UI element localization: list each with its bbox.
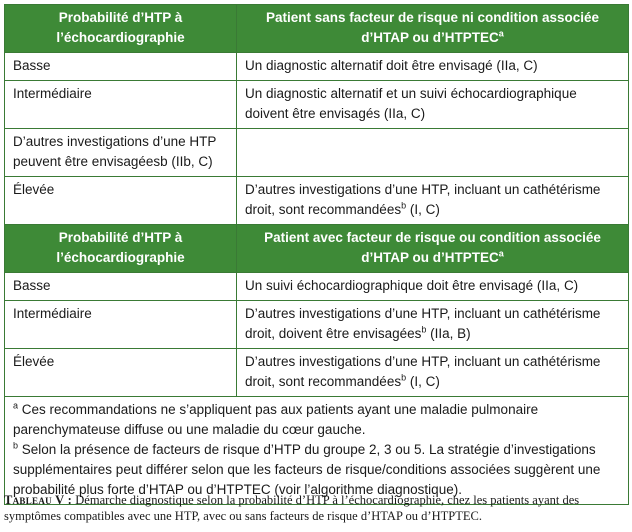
recommendation-cell (237, 177, 629, 225)
section1-header-patient (237, 5, 629, 53)
footnote-marker: b (421, 324, 427, 335)
table-caption (4, 492, 628, 524)
caption-label: Tableau V : (4, 493, 73, 507)
table-row (5, 53, 629, 81)
section2-header-row (5, 225, 629, 273)
table-container (4, 4, 628, 505)
header-text: Probabilité d’HTP à l’échocardiographie (56, 230, 185, 265)
probability-cell: Élevée (5, 349, 237, 397)
table-row (5, 273, 629, 301)
footnote-text: Selon la présence de facteurs de risque d’HTP du groupe 2, 3 ou 5. La stratégie d’investigations supplémentaires peut différer selon que les facteurs de risque/conditions associées suggèrent une probabilité plus forte d’HTAP ou d’HTPTEC (voir l’algorithme diagnostique). (13, 442, 601, 497)
recommendation-cell: Un suivi échocardiographique doit être envisagé (IIa, C) (237, 273, 629, 301)
section1-header-probability (5, 5, 237, 53)
header-text: Patient avec facteur de risque ou condition associée d’HTAP ou d’HTPTEC (264, 230, 601, 265)
probability-cell: Basse (5, 53, 237, 81)
footnote-marker: b (13, 440, 19, 451)
section2-header-probability (5, 225, 237, 273)
recommendation-text: D’autres investigations d’une HTP, incluant un cathétérisme droit, doivent être envisagées (245, 306, 601, 341)
table-row (5, 81, 629, 129)
table-row (5, 349, 629, 397)
footnote-b (13, 440, 620, 500)
footnote-marker: a (13, 400, 19, 411)
footnote-text: Ces recommandations ne s’appliquent pas aux patients ayant une maladie pulmonaire parenchymateuse diffuse ou une maladie du cœur gauche. (13, 402, 539, 437)
recommendation-cell (237, 129, 629, 177)
recommendation-cell (237, 349, 629, 397)
section2-header-patient (237, 225, 629, 273)
header-text: Probabilité d’HTP à l’échocardiographie (56, 10, 185, 45)
recommendation-text: D’autres investigations d’une HTP, incluant un cathétérisme droit, sont recommandées (245, 354, 601, 389)
probability-cell: Intermédiaire (5, 81, 237, 129)
footnote-marker: a (498, 248, 504, 259)
recommendation-table (4, 4, 629, 505)
recommendation-cell: Un diagnostic alternatif et un suivi échocardiographique doivent être envisagés (IIa, C) (237, 81, 629, 129)
section1-header-row (5, 5, 629, 53)
probability-cell: Basse (5, 273, 237, 301)
table-row (5, 177, 629, 225)
probability-cell: Intermédiaire (5, 301, 237, 349)
recommendation-text: D’autres investigations d’une HTP, incluant un cathétérisme droit, sont recommandées (245, 182, 601, 217)
probability-cell: Élevée (5, 177, 237, 225)
table-row (5, 129, 629, 177)
probability-cell: D’autres investigations d’une HTP peuvent être envisagéesb (IIb, C) (5, 129, 237, 177)
recommendation-grade: (I, C) (406, 374, 440, 389)
recommendation-cell: Un diagnostic alternatif doit être envisagé (IIa, C) (237, 53, 629, 81)
footnote-marker: a (498, 28, 504, 39)
recommendation-grade: (I, C) (406, 202, 440, 217)
footnote-a (13, 400, 620, 440)
footnotes-cell (5, 397, 629, 505)
footnote-marker: b (401, 200, 407, 211)
header-text: Patient sans facteur de risque ni condition associée d’HTAP ou d’HTPTEC (265, 10, 600, 45)
footnote-marker: b (401, 372, 407, 383)
recommendation-grade: (IIa, B) (426, 326, 471, 341)
footnotes-row (5, 397, 629, 505)
table-row (5, 301, 629, 349)
caption-text: Démarche diagnostique selon la probabilité d’HTP à l’échocardiographie, chez les patients ayant des symptômes compatibles avec une HTP, avec ou sans facteurs de risque d’HTAP ou d’HTPTEC. (4, 493, 580, 523)
recommendation-cell (237, 301, 629, 349)
